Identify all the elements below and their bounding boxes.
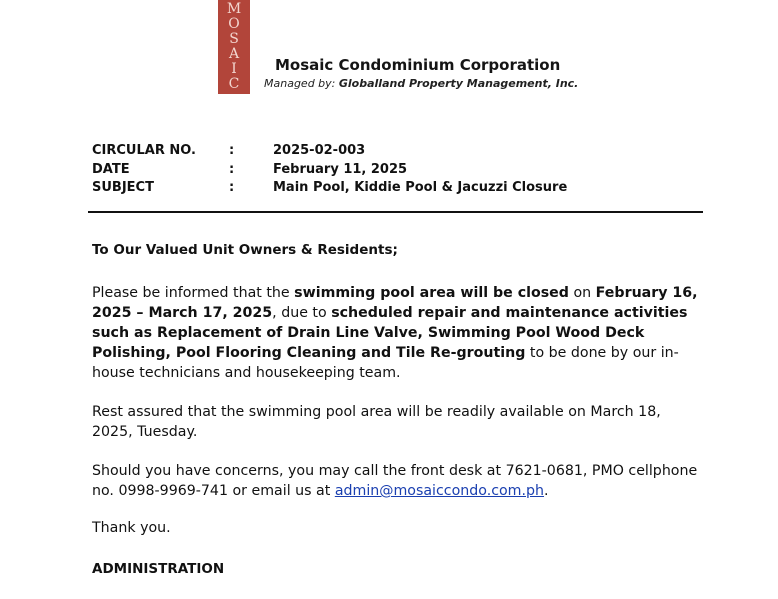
closing-line: Thank you. (92, 520, 171, 536)
meta-value: February 11, 2025 (273, 162, 408, 177)
logo-letter: A (228, 46, 240, 62)
meta-colon: : (229, 162, 235, 177)
closure-paragraph (92, 283, 704, 383)
management-company: Globalland Property Management, Inc. (338, 77, 579, 90)
para-text: Please be informed that the (92, 285, 295, 301)
para-text: to be done by our in-house technicians and housekeeping team. (92, 345, 679, 381)
para-text: , due to (272, 305, 332, 321)
logo-letter: O (228, 16, 240, 32)
greeting: To Our Valued Unit Owners & Residents; (92, 242, 398, 258)
meta-colon: : (229, 143, 235, 158)
closure-dates: February 16, 2025 – March 17, 2025 (92, 285, 698, 321)
logo-letter: C (228, 76, 240, 92)
meta-label: CIRCULAR NO. (92, 143, 196, 158)
contact-paragraph (92, 461, 704, 501)
reopening-paragraph: Rest assured that the swimming pool area will be readily available on March 18, 2025, Tuesday. (92, 404, 661, 440)
maintenance-activities: scheduled repair and maintenance activities such as Replacement of Drain Line Valve, Swimming Pool Wood Deck Polishing, Pool Flooring Cleaning and Tile Re-grouting (92, 305, 688, 361)
meta-colon: : (229, 180, 235, 195)
logo-letter: I (231, 61, 237, 77)
meta-label: DATE (92, 162, 130, 177)
meta-value: Main Pool, Kiddie Pool & Jacuzzi Closure (273, 180, 568, 195)
signoff: ADMINISTRATION (92, 561, 225, 577)
organization-name: Mosaic Condominium Corporation (275, 56, 561, 74)
contact-text: Should you have concerns, you may call the front desk at 7621-0681, PMO cellphone no. 0998-9969-741 or email us at (92, 463, 698, 499)
managed-by-prefix: Managed by: (264, 77, 339, 90)
meta-value: 2025-02-003 (273, 143, 366, 158)
mosaic-logo (218, 0, 250, 94)
para-text: on (568, 285, 596, 301)
managed-by-line (264, 77, 578, 90)
para-bold: swimming pool area will be closed (294, 285, 569, 301)
logo-letter: S (229, 31, 239, 47)
contact-end: . (544, 483, 549, 499)
header-divider (88, 211, 703, 213)
logo-letter: M (226, 1, 242, 17)
meta-label: SUBJECT (92, 180, 154, 195)
email-link[interactable]: admin@mosaiccondo.com.ph (334, 483, 545, 499)
